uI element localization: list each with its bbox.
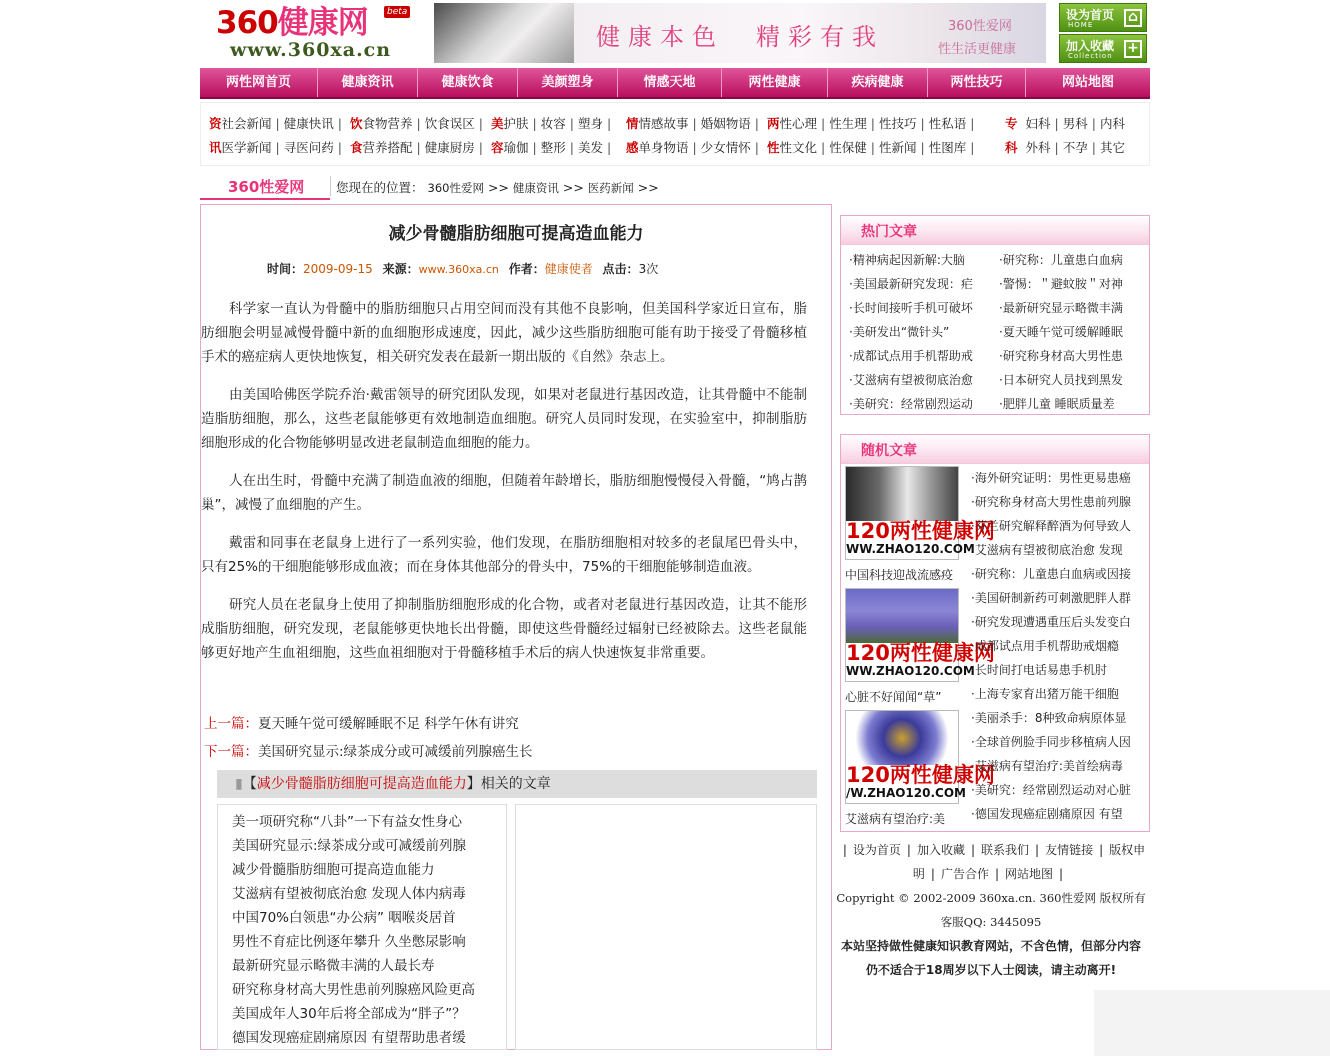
related-title: 减少骨髓脂肪细胞可提高造血能力 [256, 776, 467, 792]
hot-header [841, 216, 1149, 245]
hot-title: 热门文章 [861, 224, 917, 240]
random-title: 随机文章 [861, 443, 917, 459]
clicks-label: 点击： [602, 262, 639, 276]
thumb-image [846, 589, 958, 643]
hot-article-link[interactable]: ·日本研究人员找到黑发 [999, 373, 1123, 387]
thumb-logo: 120两性健康网 [846, 641, 995, 665]
subnav-sep: | [607, 116, 612, 131]
hot-articles-panel [840, 215, 1150, 415]
nav-item-7[interactable]: 两性技巧 [928, 68, 1026, 97]
subnav-link[interactable]: 塑身 [577, 116, 603, 131]
related-suffix: 】相关的文章 [466, 776, 551, 792]
subnav-sep: | [821, 116, 826, 131]
subnav-link[interactable]: 健康厨房 [424, 140, 475, 155]
article-panel [200, 204, 832, 1050]
nav-item-2[interactable]: 健康饮食 [418, 68, 518, 97]
corner-panel [1094, 990, 1330, 1056]
nav-item-6[interactable]: 疾病健康 [828, 68, 928, 97]
hot-article-link[interactable]: ·长时间接听手机可破坏 [849, 301, 973, 315]
subnav-link[interactable]: 寻医问药 [283, 140, 334, 155]
footer [832, 838, 1150, 982]
prev-label: 上一篇： [204, 716, 258, 732]
random-articles-panel [840, 434, 1150, 832]
subnav-group [767, 114, 978, 132]
subnav-sep: | [337, 140, 342, 155]
subnav-sep: | [275, 116, 280, 131]
subnav-group [209, 114, 346, 132]
prev-article [204, 712, 519, 732]
next-article [204, 740, 533, 760]
subnav-link[interactable]: 妆容 [540, 116, 566, 131]
footer-sep: | [1099, 843, 1104, 857]
footer-link[interactable]: 友情链接 [1045, 843, 1094, 857]
related-article-link[interactable]: 艾滋病有望被彻底治愈 发现人体内病毒 [232, 886, 466, 902]
article-title: 减少骨髓脂肪细胞可提高造血能力 [388, 224, 644, 244]
random-article-link[interactable]: ·海外研究证明：男性更易患癌 [971, 471, 1131, 485]
footer-link[interactable]: 加入收藏 [916, 843, 965, 857]
hot-article-link[interactable]: ·美研究：经常剧烈运动 [849, 397, 973, 411]
related-article-link[interactable]: 美一项研究称“八卦”一下有益女性身心 [232, 814, 462, 830]
subnav-sep: | [1091, 116, 1096, 131]
subnav-sep: | [870, 140, 875, 155]
random-thumb[interactable] [845, 710, 995, 804]
subnav-group-marker: 专 [1005, 116, 1018, 131]
subnav-link[interactable]: 营养搭配 [362, 140, 413, 155]
subnav-link[interactable]: 医学新闻 [221, 140, 272, 155]
subnav-group [767, 138, 978, 156]
subnav-group-marker: 讯 [209, 140, 222, 155]
hot-article-link[interactable]: ·美研发出“微针头” [849, 325, 950, 339]
subnav-sep: | [416, 140, 421, 155]
thumb-image [846, 467, 958, 521]
thumb-caption-link[interactable]: 心脏不好闻闻“草” [845, 690, 942, 704]
random-article-link[interactable]: ·研究称身材高大男性患前列腺 [971, 495, 1131, 509]
random-article-link[interactable]: ·研究称：儿童患白血病或因接 [971, 567, 1131, 581]
article-paragraph: 研究人员在老鼠身上使用了抑制脂肪细胞形成的化合物，或者对老鼠进行基因改造，让其不能形成脂肪细胞，研究发现，老鼠能够更快地长出骨髓，即使这些骨髓经过辐射已经被除去。这些老鼠能够更好地产生血祖细胞，这些血祖细胞对于骨髓移植手术后的病人快速恢复非常重要。 [201, 597, 807, 661]
hot-article-link[interactable]: ·精神病起因新解:大脑 [849, 253, 965, 267]
subnav-sep: | [920, 116, 925, 131]
subnav-group-marker: 科 [1005, 140, 1018, 155]
subnav-sep: | [478, 116, 483, 131]
related-prefix: 【 [242, 776, 257, 792]
subnav-link[interactable]: 性图库 [928, 140, 967, 155]
nav-item-1[interactable]: 健康资讯 [318, 68, 418, 97]
random-article-link[interactable]: ·研究发现遭遇重压后头发变白 [971, 615, 1131, 629]
next-label: 下一篇： [204, 744, 258, 760]
subnav-link[interactable]: 内科 [1099, 116, 1125, 131]
copyright: Copyright © 2002-2009 360xa.cn. 360性爱网 版权所有 客服QQ: 3445095 [836, 891, 1146, 929]
add-fav-sub: Collection [1068, 52, 1113, 60]
subnav-group-marker: 感 [626, 140, 639, 155]
subnav-link[interactable]: 性心理 [779, 116, 818, 131]
subnav-sep: | [1054, 116, 1059, 131]
subnav-link[interactable]: 外科 [1025, 140, 1051, 155]
related-article-link[interactable]: 德国发现癌症剧痛原因 有望帮助患者缓 [232, 1030, 466, 1046]
random-thumb[interactable] [845, 466, 995, 560]
breadcrumb-link-news[interactable]: 健康资讯 [512, 181, 559, 195]
thumb-url: WW.ZHAO120.COM [846, 542, 975, 556]
related-article-link[interactable]: 美国成年人30年后将全部成为“胖子”？ [232, 1006, 466, 1022]
footer-sep: | [1035, 843, 1040, 857]
subnav-sep: | [607, 140, 612, 155]
thumb-image [846, 711, 958, 765]
subnav-sep: | [692, 140, 697, 155]
footer-link[interactable]: 广告合作 [940, 867, 989, 881]
subnav-sep: | [1091, 140, 1096, 155]
footer-sep: | [842, 843, 847, 857]
random-article-link[interactable]: ·长时间打电话易患手机肘 [971, 663, 1107, 677]
hot-article-link[interactable]: ·研究称：儿童患白血病 [999, 253, 1123, 267]
banner-slogan: 健康本色 精彩有我 [596, 23, 884, 51]
subnav-link[interactable]: 饮食误区 [424, 116, 475, 131]
subnav-group [350, 138, 487, 156]
subnav-sep: | [532, 116, 537, 131]
home-icon: ⌂ [1124, 9, 1142, 27]
breadcrumb-bar [200, 174, 1150, 199]
set-home-button[interactable] [1059, 3, 1147, 32]
subnav-link[interactable]: 性私语 [928, 116, 967, 131]
footer-link[interactable]: 网站地图 [1005, 867, 1054, 881]
banner-photo [434, 3, 574, 63]
subnav-link[interactable]: 整形 [540, 140, 566, 155]
subnav-group-marker: 情 [626, 116, 639, 131]
subnav-link[interactable]: 性保健 [829, 140, 867, 155]
related-header: ▮【减少骨髓脂肪细胞可提高造血能力】相关的文章 [217, 770, 817, 798]
subnav-sep: | [870, 116, 875, 131]
footer-sep: | [906, 843, 911, 857]
subnav-group [1005, 138, 1125, 156]
related-article-link[interactable]: 男性不育症比例逐年攀升 久坐憋尿影响 [232, 934, 466, 950]
subnav-sep: | [478, 140, 483, 155]
subnav-link[interactable]: 健康快讯 [283, 116, 334, 131]
subnav-group-marker: 资 [209, 116, 222, 131]
footer-link[interactable]: 版权申明 [912, 843, 1146, 881]
header-banner[interactable] [434, 3, 1046, 63]
brand-underline [200, 198, 330, 200]
subnav-group [491, 114, 615, 132]
source-label: 来源： [382, 262, 419, 276]
nav-item-3[interactable]: 美颜塑身 [518, 68, 618, 97]
breadcrumb-sep: >> [637, 180, 659, 195]
logo-url: www.360xa.cn [230, 39, 392, 61]
subnav-group-marker: 性 [767, 140, 780, 155]
subnav-sep: | [754, 140, 759, 155]
hot-article-link[interactable]: ·艾滋病有望被彻底治愈 [849, 373, 973, 387]
subnav-group-marker: 饮 [350, 116, 363, 131]
footer-link[interactable]: 设为首页 [852, 843, 901, 857]
thumb-logo: 120两性健康网 [846, 519, 995, 543]
random-article-link[interactable]: ·上海专家育出猪万能干细胞 [971, 687, 1119, 701]
set-home-sub: HOME [1068, 21, 1094, 29]
related-list [217, 804, 507, 1050]
divider [330, 176, 331, 196]
add-favorite-button[interactable] [1059, 34, 1147, 63]
random-article-link[interactable]: ·艾滋病有望被彻底治愈 发现 [971, 543, 1123, 557]
main-nav [200, 68, 1150, 99]
subnav-link[interactable]: 其它 [1099, 140, 1125, 155]
footer-link[interactable]: 联系我们 [981, 843, 1030, 857]
footer-sep: | [930, 867, 935, 881]
article-source: www.360xa.cn [418, 263, 499, 276]
set-home-label: 设为首页 [1066, 8, 1115, 22]
random-article-link[interactable]: ·美丽杀手：8种致命病原体显 [971, 711, 1127, 725]
age-notice: 本站坚持做性健康知识教育网站，不含色情，但部分内容仍不适合于18周岁以下人士阅读，请主动离开! [840, 939, 1141, 977]
nav-item-0[interactable]: 两性网首页 [200, 68, 318, 97]
subnav-link[interactable]: 少女情怀 [700, 140, 751, 155]
random-article-link[interactable]: ·德国发现癌症剧痛原因 有望 [971, 807, 1123, 821]
logo-number: 360 [216, 5, 278, 41]
breadcrumb [336, 178, 659, 196]
subnav-sep: | [920, 140, 925, 155]
plus-icon: + [1124, 40, 1142, 58]
article-paragraph: 由美国哈佛医学院乔治·戴雷领导的研究团队发现，如果对老鼠进行基因改造，让其骨髓中不能制造脂肪细胞，那么，这些老鼠能够更有效地制造血细胞。研究人员同时发现，在实验室中，抑制脂肪细胞形成的化合物能够明显改进老鼠制造血细胞的能力。 [201, 387, 807, 451]
breadcrumb-link-home[interactable]: 360性爱网 [427, 181, 484, 195]
related-article-link[interactable]: 美国研究显示:绿茶成分或可减缓前列腺 [232, 838, 467, 854]
hot-article-link[interactable]: ·研究称身材高大男性患 [999, 349, 1123, 363]
prev-article-link[interactable]: 夏天睡午觉可缓解睡眠不足 科学午休有讲究 [258, 716, 519, 732]
breadcrumb-sep: >> [487, 180, 509, 195]
hot-article-link[interactable]: ·最新研究显示略微丰满 [999, 301, 1123, 315]
related-article-link[interactable]: 研究称身材高大男性患前列腺癌风险更高 [232, 982, 475, 998]
breadcrumb-brand: 360性爱网 [228, 178, 305, 196]
subnav-link[interactable]: 妇科 [1025, 116, 1051, 131]
subnav-link[interactable]: 护肤 [503, 116, 529, 131]
random-article-link[interactable]: ·全球首例脸手同步移植病人因 [971, 735, 1131, 749]
random-article-link[interactable]: ·美国研制新药可刺激肥胖人群 [971, 591, 1131, 605]
hot-article-link[interactable]: ·夏天睡午觉可缓解睡眠 [999, 325, 1123, 339]
footer-sep: | [994, 867, 1000, 881]
random-thumb[interactable] [845, 588, 995, 682]
nav-item-8[interactable]: 网站地图 [1061, 75, 1114, 90]
subnav-sep: | [569, 116, 574, 131]
hot-article-link[interactable]: ·警惕：＂避蚊胺＂对神 [999, 277, 1123, 291]
breadcrumb-link-medical[interactable]: 医药新闻 [587, 181, 634, 195]
add-fav-label: 加入收藏 [1066, 39, 1115, 53]
subnav-sep: | [337, 116, 342, 131]
random-article-link[interactable]: ·艾滋病有望治疗:美首绘病毒 [971, 759, 1123, 773]
subnav-link[interactable]: 不孕 [1062, 140, 1088, 155]
article-paragraph: 戴雷和同事在老鼠身上进行了一系列实验，他们发现，在脂肪细胞相对较多的老鼠尾巴骨头中，只有25%的干细胞能够形成血液；而在身体其他部分的骨头中，75%的干细胞能够制造血液。 [201, 535, 807, 575]
author-label: 作者： [508, 262, 545, 276]
subnav-link[interactable]: 情感故事 [638, 116, 689, 131]
subnav-sep: | [970, 140, 975, 155]
subnav-group [350, 114, 487, 132]
subnav-link[interactable]: 性文化 [779, 140, 818, 155]
site-logo[interactable] [216, 6, 416, 64]
subnav-sep: | [416, 116, 421, 131]
subnav-link[interactable]: 性技巧 [878, 116, 917, 131]
article-author: 健康使者 [544, 262, 593, 276]
time-label: 时间： [267, 262, 304, 276]
hot-article-link[interactable]: ·美国最新研究发现：疟 [849, 277, 973, 291]
banner-tagline: 性生活更健康 [938, 42, 1017, 57]
subnav-sep: | [275, 140, 280, 155]
subnav-sep: | [532, 140, 537, 155]
thumb-url: /W.ZHAO120.COM [846, 786, 966, 800]
subnav-group [626, 138, 763, 156]
article-meta [267, 260, 658, 277]
hot-article-link[interactable]: ·成都试点用手机帮助戒 [849, 349, 973, 363]
thumb-logo: 120两性健康网 [846, 763, 995, 787]
beta-badge: beta [384, 6, 410, 18]
related-article-link[interactable]: 最新研究显示略微丰满的人最长寿 [232, 958, 435, 974]
subnav-link[interactable]: 婚姻物语 [700, 116, 751, 131]
subnav-group [1005, 114, 1125, 132]
subnav-link[interactable]: 男科 [1062, 116, 1088, 131]
subnav-group-marker: 两 [767, 116, 780, 131]
subnav-link[interactable]: 性新闻 [878, 140, 917, 155]
random-article-link[interactable]: ·成都试点用手机帮助戒烟瘾 [971, 639, 1119, 653]
thumb-caption-link[interactable]: 中国科技迎战流感疫 [845, 568, 954, 582]
thumb-url: WW.ZHAO120.COM [846, 664, 975, 678]
footer-links [832, 838, 1150, 886]
subnav-sep: | [1054, 140, 1059, 155]
subnav-link[interactable]: 社会新闻 [221, 116, 272, 131]
subnav-group [209, 138, 346, 156]
subnav-group-marker: 美 [491, 116, 504, 131]
nav-item-4[interactable]: 情感天地 [618, 68, 722, 97]
subnav-sep: | [970, 116, 975, 131]
subnav-link[interactable]: 单身物语 [638, 140, 689, 155]
subnav-group [491, 138, 615, 156]
footer-sep: | [1059, 867, 1064, 881]
article-clicks: 3次 [638, 262, 659, 276]
subnav-sep: | [569, 140, 574, 155]
related-article-link[interactable]: 中国70%白领患“办公病” 咽喉炎居首 [232, 910, 456, 926]
random-header [841, 435, 1149, 464]
subnav-link[interactable]: 性生理 [829, 116, 867, 131]
hot-article-link[interactable]: ·肥胖儿童 睡眠质量差 [999, 397, 1115, 411]
article-paragraph: 人在出生时，骨髓中充满了制造血液的细胞，但随着年龄增长，脂肪细胞慢慢侵入骨髓，“鸠占鹊巢”，减慢了血细胞的产生。 [201, 473, 807, 513]
subnav-sep: | [692, 116, 697, 131]
subnav-group [626, 114, 763, 132]
subnav-group-marker: 容 [491, 140, 504, 155]
banner-brand: 360性爱网 [948, 19, 1012, 34]
breadcrumb-prefix: 您现在的位置： [336, 180, 424, 195]
subnav-link[interactable]: 瑜伽 [503, 140, 529, 155]
article-paragraph: 科学家一直认为骨髓中的脂肪细胞只占用空间而没有其他不良影响，但美国科学家近日宣布，脂肪细胞会明显减慢骨髓中新的血细胞形成速度，因此，减少这些脂肪细胞可能有助于接受了骨髓移植手术的癌症病人更快地恢复，相关研究发表在最新一期出版的《自然》杂志上。 [201, 301, 807, 365]
footer-sep: | [970, 843, 976, 857]
logo-name: 健康网 [277, 5, 368, 41]
article-body [201, 297, 807, 679]
subnav-sep: | [821, 140, 826, 155]
random-article-link[interactable]: ·美研究：经常剧烈运动对心脏 [971, 783, 1131, 797]
category-subnav [200, 102, 1150, 166]
subnav-link[interactable]: 食物营养 [362, 116, 413, 131]
next-article-link[interactable]: 美国研究显示:绿茶成分或可减缓前列腺癌生长 [258, 744, 533, 760]
article-time: 2009-09-15 [303, 262, 373, 276]
thumb-caption-link[interactable]: 艾滋病有望治疗:美 [845, 812, 946, 826]
related-ad-box [515, 804, 817, 1050]
subnav-sep: | [754, 116, 759, 131]
nav-item-5[interactable]: 两性健康 [722, 68, 828, 97]
subnav-link[interactable]: 美发 [577, 140, 603, 155]
breadcrumb-sep: >> [562, 180, 584, 195]
related-article-link[interactable]: 减少骨髓脂肪细胞可提高造血能力 [232, 862, 435, 878]
random-article-link[interactable]: ·芬兰研究解释醉酒为何导致人 [971, 519, 1131, 533]
subnav-group-marker: 食 [350, 140, 363, 155]
